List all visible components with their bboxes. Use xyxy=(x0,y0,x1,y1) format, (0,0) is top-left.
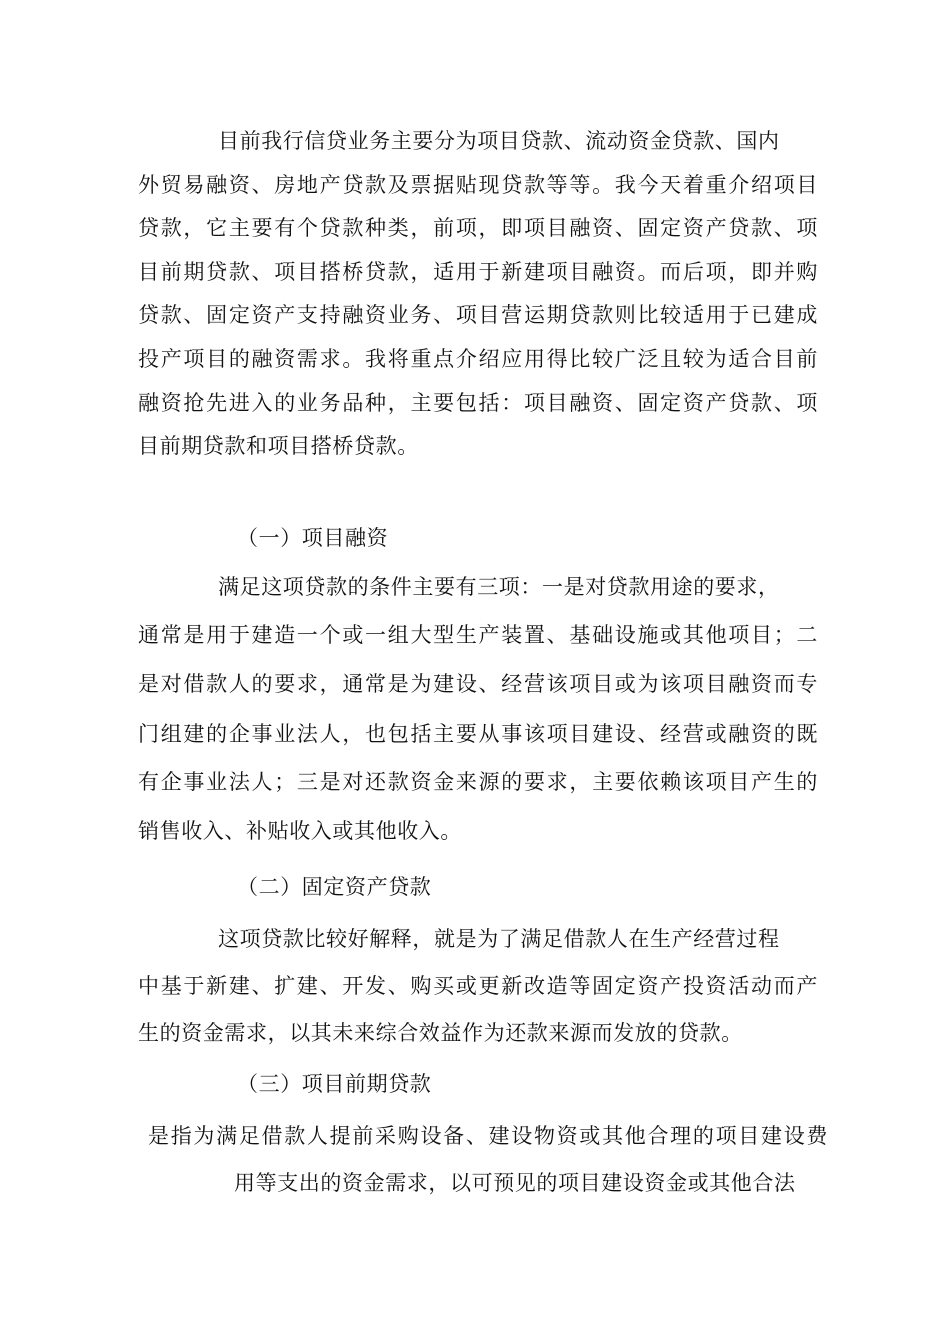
text-line: 门组建的企事业法人，也包括主要从事该项目建设、经营或融资的既 xyxy=(138,722,818,746)
text-line: 中基于新建、扩建、开发、购买或更新改造等固定资产投资活动而产 xyxy=(138,974,818,998)
text-line: 是指为满足借款人提前采购设备、建设物资或其他合理的项目建设费 xyxy=(148,1124,828,1148)
text-line: 是对借款人的要求，通常是为建设、经营该项目或为该项目融资而专 xyxy=(138,672,818,696)
section-heading: （二）固定资产贷款 xyxy=(237,875,432,899)
text-line: 投产项目的融资需求。我将重点介绍应用得比较广泛且较为适合目前 xyxy=(138,347,818,371)
section-heading: （三）项目前期贷款 xyxy=(237,1072,432,1096)
text-line: 目前期贷款、项目搭桥贷款，适用于新建项目融资。而后项，即并购 xyxy=(138,260,818,284)
text-line: 通常是用于建造一个或一组大型生产装置、基础设施或其他项目；二 xyxy=(138,623,818,647)
text-line: 贷款、固定资产支持融资业务、项目营运期贷款则比较适用于已建成 xyxy=(138,303,818,327)
text-line: 生的资金需求，以其未来综合效益作为还款来源而发放的贷款。 xyxy=(138,1021,743,1045)
text-line: 目前我行信贷业务主要分为项目贷款、流动资金贷款、国内 xyxy=(218,129,780,153)
text-line: 融资抢先进入的业务品种，主要包括：项目融资、固定资产贷款、项 xyxy=(138,391,818,415)
text-line: 用等支出的资金需求，以可预见的项目建设资金或其他合法 xyxy=(234,1171,796,1195)
text-line: 满足这项贷款的条件主要有三项：一是对贷款用途的要求， xyxy=(218,575,780,599)
text-line: 有企事业法人；三是对还款资金来源的要求，主要依赖该项目产生的 xyxy=(138,770,818,794)
text-line: 外贸易融资、房地产贷款及票据贴现贷款等等。我今天着重介绍项目 xyxy=(138,173,818,197)
text-line: 贷款，它主要有个贷款种类，前项，即项目融资、固定资产贷款、项 xyxy=(138,216,818,240)
text-line: 目前期贷款和项目搭桥贷款。 xyxy=(138,434,419,458)
text-line: 这项贷款比较好解释，就是为了满足借款人在生产经营过程 xyxy=(218,927,780,951)
section-heading: （一）项目融资 xyxy=(237,526,389,550)
text-line: 销售收入、补贴收入或其他收入。 xyxy=(138,819,462,843)
